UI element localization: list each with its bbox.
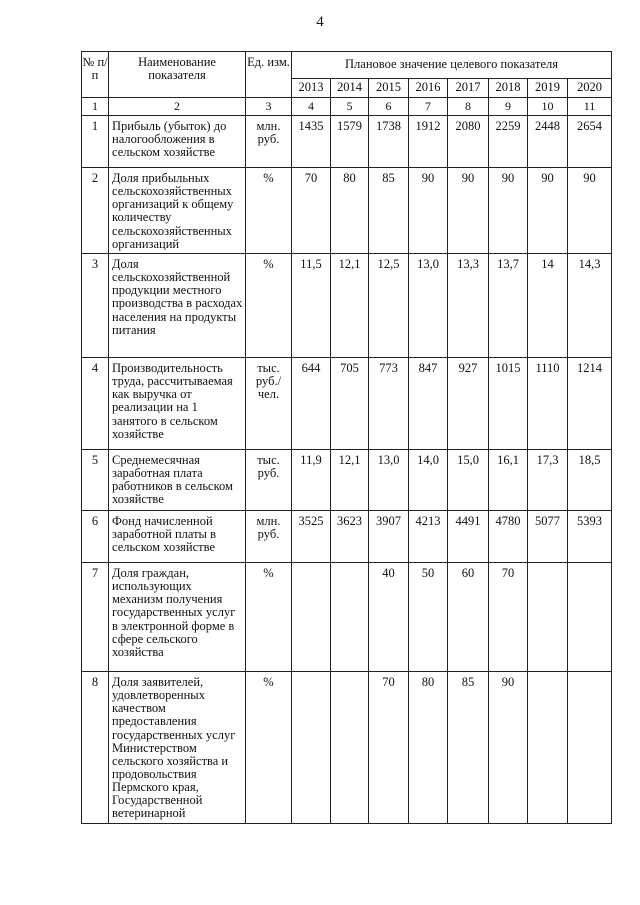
header-num: № п/п [82, 52, 109, 98]
column-number: 8 [448, 98, 489, 116]
value-cell: 11,5 [292, 254, 331, 358]
value-cell: 90 [448, 168, 489, 254]
column-number: 10 [528, 98, 568, 116]
value-cell: 12,1 [331, 450, 369, 511]
value-cell: 1110 [528, 358, 568, 450]
unit-cell: тыс. руб./ чел. [246, 358, 292, 450]
indicator-name: Среднемесячная заработная плата работников в сельском хозяйстве [109, 450, 246, 511]
value-cell [528, 563, 568, 672]
column-number: 6 [369, 98, 409, 116]
value-cell: 13,7 [489, 254, 528, 358]
value-cell: 70 [489, 563, 528, 672]
value-cell: 3907 [369, 511, 409, 563]
row-number: 5 [82, 450, 109, 511]
header-year: 2018 [489, 79, 528, 98]
value-cell: 1912 [409, 116, 448, 168]
value-cell: 70 [369, 672, 409, 824]
value-cell: 705 [331, 358, 369, 450]
header-year: 2015 [369, 79, 409, 98]
value-cell: 1435 [292, 116, 331, 168]
value-cell: 60 [448, 563, 489, 672]
value-cell: 90 [489, 672, 528, 824]
value-cell: 50 [409, 563, 448, 672]
unit-cell: % [246, 672, 292, 824]
header-year: 2019 [528, 79, 568, 98]
value-cell: 4213 [409, 511, 448, 563]
value-cell: 3623 [331, 511, 369, 563]
table-row [82, 116, 612, 168]
table-row [82, 450, 612, 511]
value-cell: 90 [409, 168, 448, 254]
column-number: 11 [568, 98, 612, 116]
indicator-name: Доля сельскохозяйственной продукции местного производства в расходах населения на продукты питания [109, 254, 246, 358]
table-row [82, 254, 612, 358]
value-cell: 14,0 [409, 450, 448, 511]
value-cell: 40 [369, 563, 409, 672]
value-cell [331, 563, 369, 672]
value-cell: 4491 [448, 511, 489, 563]
header-name: Наименование показателя [109, 52, 246, 98]
value-cell: 90 [528, 168, 568, 254]
column-number: 3 [246, 98, 292, 116]
column-number: 7 [409, 98, 448, 116]
value-cell: 90 [489, 168, 528, 254]
value-cell: 4780 [489, 511, 528, 563]
header-plan: Плановое значение целевого показателя [292, 52, 612, 79]
unit-cell: тыс. руб. [246, 450, 292, 511]
value-cell: 90 [568, 168, 612, 254]
indicator-name: Прибыль (убыток) до налогообложения в сельском хозяйстве [109, 116, 246, 168]
unit-cell: % [246, 168, 292, 254]
value-cell [292, 672, 331, 824]
value-cell: 927 [448, 358, 489, 450]
value-cell: 1015 [489, 358, 528, 450]
unit-cell: млн. руб. [246, 116, 292, 168]
value-cell: 11,9 [292, 450, 331, 511]
value-cell: 13,3 [448, 254, 489, 358]
value-cell: 80 [331, 168, 369, 254]
value-cell: 2654 [568, 116, 612, 168]
value-cell: 16,1 [489, 450, 528, 511]
value-cell: 644 [292, 358, 331, 450]
value-cell: 3525 [292, 511, 331, 563]
value-cell: 5077 [528, 511, 568, 563]
indicator-name: Доля заявителей, удовлетворенных качеством предоставления государственных услуг Министерством сельского хозяйства и продовольствия Пермского края, Государственной ветеринарной [109, 672, 246, 824]
column-number: 1 [82, 98, 109, 116]
value-cell: 14,3 [568, 254, 612, 358]
value-cell: 5393 [568, 511, 612, 563]
table-row [82, 358, 612, 450]
header-year: 2020 [568, 79, 612, 98]
indicator-name: Доля прибыльных сельскохозяйственных организаций к общему количеству сельскохозяйственных организаций [109, 168, 246, 254]
value-cell: 17,3 [528, 450, 568, 511]
value-cell: 2259 [489, 116, 528, 168]
value-cell: 1214 [568, 358, 612, 450]
column-number: 4 [292, 98, 331, 116]
value-cell: 2448 [528, 116, 568, 168]
indicator-name: Фонд начисленной заработной платы в сельском хозяйстве [109, 511, 246, 563]
column-number: 5 [331, 98, 369, 116]
value-cell: 773 [369, 358, 409, 450]
value-cell: 13,0 [409, 254, 448, 358]
table-row [82, 563, 612, 672]
value-cell: 15,0 [448, 450, 489, 511]
page-number: 4 [316, 14, 324, 30]
value-cell [568, 672, 612, 824]
value-cell: 12,1 [331, 254, 369, 358]
header-year: 2017 [448, 79, 489, 98]
value-cell: 1579 [331, 116, 369, 168]
unit-cell: % [246, 254, 292, 358]
indicator-name: Доля граждан, использующих механизм получения государственных услуг в электронной форме в сфере сельского хозяйства [109, 563, 246, 672]
row-number: 3 [82, 254, 109, 358]
value-cell: 80 [409, 672, 448, 824]
row-number: 4 [82, 358, 109, 450]
value-cell: 2080 [448, 116, 489, 168]
value-cell: 847 [409, 358, 448, 450]
table-row [82, 511, 612, 563]
header-year: 2014 [331, 79, 369, 98]
unit-cell: % [246, 563, 292, 672]
row-number: 8 [82, 672, 109, 824]
row-number: 6 [82, 511, 109, 563]
header-unit: Ед. изм. [246, 52, 292, 98]
row-number: 2 [82, 168, 109, 254]
column-number: 2 [109, 98, 246, 116]
unit-cell: млн. руб. [246, 511, 292, 563]
value-cell: 85 [448, 672, 489, 824]
value-cell [528, 672, 568, 824]
value-cell: 1738 [369, 116, 409, 168]
header-year: 2016 [409, 79, 448, 98]
table-row [82, 672, 612, 824]
value-cell: 70 [292, 168, 331, 254]
value-cell: 13,0 [369, 450, 409, 511]
row-number: 7 [82, 563, 109, 672]
value-cell [292, 563, 331, 672]
indicator-name: Производительность труда, рассчитываемая как выручка от реализации на 1 занятого в сельском хозяйстве [109, 358, 246, 450]
table-row [82, 168, 612, 254]
targets-table [81, 51, 612, 824]
value-cell: 85 [369, 168, 409, 254]
value-cell [568, 563, 612, 672]
value-cell: 12,5 [369, 254, 409, 358]
value-cell: 18,5 [568, 450, 612, 511]
row-number: 1 [82, 116, 109, 168]
value-cell [331, 672, 369, 824]
column-number: 9 [489, 98, 528, 116]
value-cell: 14 [528, 254, 568, 358]
header-year: 2013 [292, 79, 331, 98]
